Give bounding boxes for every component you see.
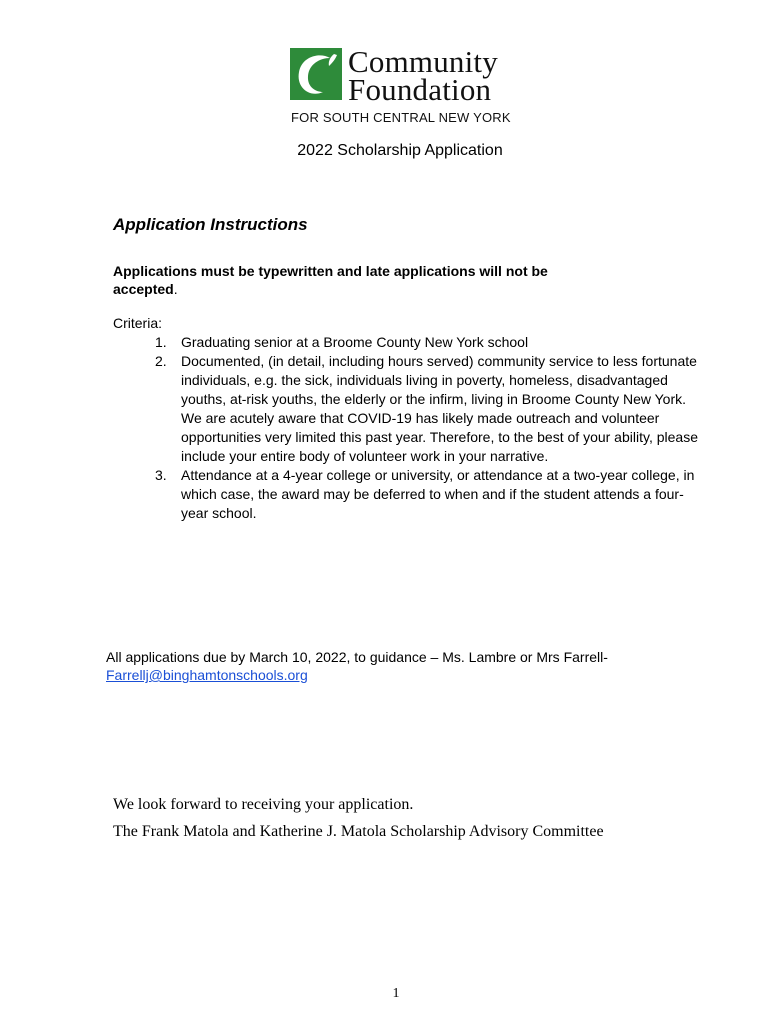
logo-subtitle: FOR SOUTH CENTRAL NEW YORK (291, 110, 511, 125)
criteria-list (155, 333, 700, 523)
criteria-number: 3. (155, 467, 167, 483)
notice-bold-text: Applications must be typewritten and late applications will not be accepted (113, 263, 548, 297)
logo-text-foundation: Foundation (348, 72, 492, 107)
criteria-item (155, 466, 700, 523)
criteria-label: Criteria: (113, 315, 163, 331)
due-date-paragraph (106, 648, 686, 684)
criteria-item (155, 333, 700, 352)
criteria-item (155, 352, 700, 466)
criteria-text: Documented, (in detail, including hours served) community service to less fortunate individuals, e.g. the sick, individuals living in poverty, homeless, disadvantaged youths, at-risk youths, the elderly or the infirm, living in Broome County New York. We are acutely aware that COVID-19 has likely made outreach and volunteer opportunities very limited this past year. Therefore, to the best of your ability, please include your entire body of volunteer work in your narrative. (181, 353, 698, 464)
criteria-text: Attendance at a 4-year college or university, or attendance at a two-year college, in which case, the award may be deferred to when and if the student attends a four-year school. (181, 467, 695, 521)
page-number: 1 (392, 986, 400, 1001)
instructions-heading: Application Instructions (113, 215, 308, 234)
due-date-text: All applications due by March 10, 2022, to guidance – Ms. Lambre or Mrs Farrell- (106, 649, 608, 665)
logo-c-mark-icon (290, 48, 342, 100)
community-foundation-logo (290, 46, 530, 108)
criteria-text: Graduating senior at a Broome County New York school (181, 334, 529, 350)
document-title: 2022 Scholarship Application (297, 142, 503, 159)
guidance-email-link[interactable]: Farrellj@binghamtonschools.org (106, 667, 308, 683)
criteria-number: 2. (155, 353, 167, 369)
late-application-notice (113, 262, 613, 298)
committee-signature: The Frank Matola and Katherine J. Matola Scholarship Advisory Committee (113, 823, 604, 840)
logo-text-community: Community (348, 44, 498, 79)
notice-tail: . (173, 281, 178, 297)
criteria-number: 1. (155, 334, 167, 350)
closing-line: We look forward to receiving your application. (113, 796, 414, 813)
